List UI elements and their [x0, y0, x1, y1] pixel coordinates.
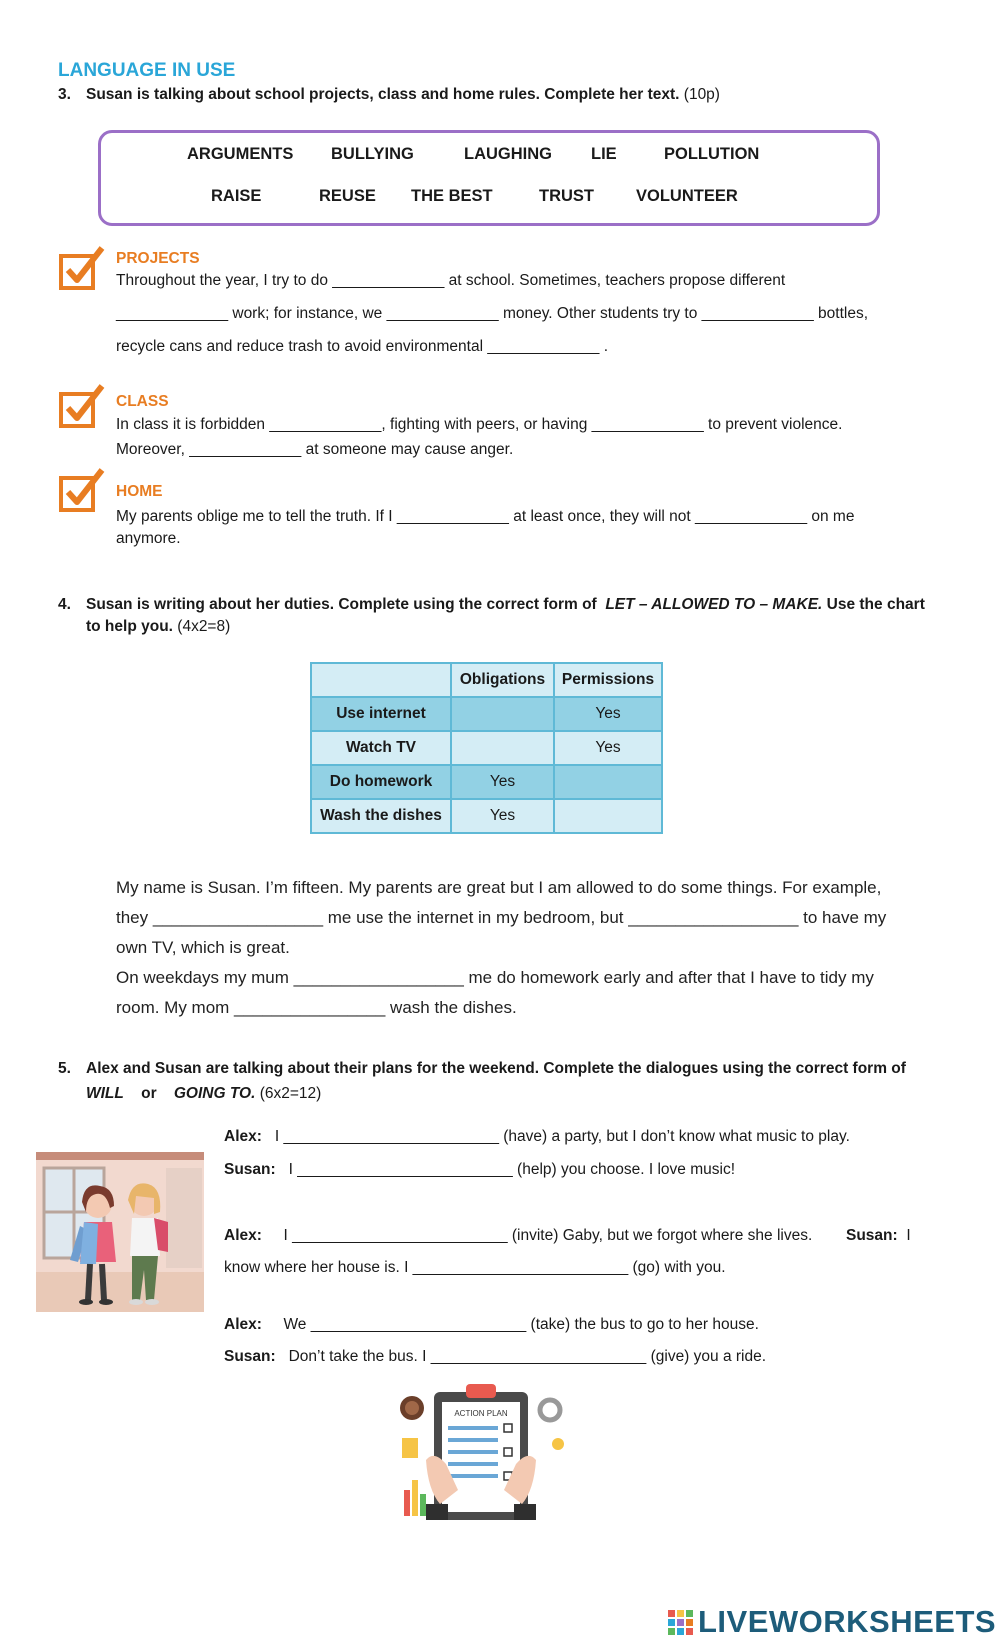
liveworksheets-footer[interactable]: LIVEWORKSHEETS — [698, 1604, 997, 1639]
dialogue-text: Don’t take the bus. I _________________________ (give) you a ride. — [288, 1348, 767, 1365]
table-row — [311, 765, 662, 799]
speaker-label: Alex: — [224, 1128, 262, 1145]
clipboard-label: ACTION PLAN — [454, 1409, 508, 1418]
word-volunteer: VOLUNTEER — [636, 187, 738, 205]
word-lie: LIE — [591, 145, 617, 163]
word-arguments: ARGUMENTS — [187, 145, 294, 163]
q5-instruction-cont — [86, 1083, 321, 1105]
word-laughing: LAUGHING — [464, 145, 552, 163]
projects-line-1: Throughout the year, I try to do _____________ at school. Sometimes, teachers propose different — [116, 272, 786, 289]
table-cell — [554, 765, 662, 799]
q3-instruction — [58, 84, 720, 106]
speaker-label: Susan: — [224, 1161, 276, 1178]
q5-points: (6x2=12) — [259, 1085, 322, 1102]
dialogue-text: I _________________________ (invite) Gaby, but we forgot where she lives. — [283, 1227, 813, 1244]
q4-instruction — [58, 594, 938, 616]
dialogue-text: I _________________________ (have) a party, but I don’t know what music to play. — [274, 1128, 850, 1145]
table-cell: Watch TV — [311, 731, 451, 765]
projects-heading: PROJECTS — [116, 250, 200, 267]
class-heading: CLASS — [116, 393, 169, 410]
dialogue-text: I — [906, 1227, 911, 1244]
table-cell: Yes — [451, 765, 554, 799]
dialogue-line — [224, 1227, 812, 1245]
q5-going-to: GOING TO. — [173, 1085, 256, 1102]
duties-table — [310, 662, 663, 834]
class-line-2: Moreover, _____________ at someone may cause anger. — [116, 441, 514, 458]
dialogue-text: We _________________________ (take) the bus to go to her house. — [283, 1316, 759, 1333]
table-cell: Yes — [554, 697, 662, 731]
q4-number: 4. — [58, 596, 71, 613]
dialogue-line — [224, 1128, 850, 1146]
q5-instruction-text: Alex and Susan are talking about their plans for the weekend. Complete the dialogues using the correct form of — [86, 1060, 906, 1077]
paragraph-line: they __________________ me use the internet in my bedroom, but __________________ to have my — [116, 908, 887, 927]
word-bank — [98, 130, 880, 226]
dialogue-line — [846, 1227, 911, 1245]
q4-instruction-c: to help you. — [86, 618, 173, 635]
section-title: LANGUAGE IN USE — [58, 60, 236, 81]
q5-or: or — [141, 1085, 157, 1102]
speaker-label: Alex: — [224, 1316, 262, 1333]
table-header-blank — [311, 663, 451, 697]
projects-line-3: recycle cans and reduce trash to avoid environmental _____________ . — [116, 338, 609, 355]
table-cell: Yes — [451, 799, 554, 833]
home-heading: HOME — [116, 483, 163, 500]
speaker-label: Alex: — [224, 1227, 262, 1244]
word-trust: TRUST — [539, 187, 594, 205]
speaker-label: Susan: — [224, 1348, 276, 1365]
checkbox-check-icon — [58, 382, 106, 430]
q3-instruction-text: Susan is talking about school projects, class and home rules. Complete her text. — [86, 86, 680, 103]
girls-talking-illustration — [36, 1152, 204, 1312]
q4-instruction-cont — [86, 616, 230, 638]
q5-instruction — [58, 1058, 906, 1080]
liveworksheets-logo-icon — [668, 1610, 694, 1636]
q3-points: (10p) — [683, 86, 720, 103]
q3-number: 3. — [58, 86, 71, 103]
table-row — [311, 731, 662, 765]
paragraph-line: own TV, which is great. — [116, 938, 290, 957]
q5-number: 5. — [58, 1060, 71, 1077]
speaker-label: Susan: — [846, 1227, 898, 1244]
table-cell: Wash the dishes — [311, 799, 451, 833]
home-line-1: My parents oblige me to tell the truth. If I _____________ at least once, they will not _____________ on me — [116, 508, 855, 525]
dialogue-line — [224, 1161, 735, 1179]
home-line-2: anymore. — [116, 530, 181, 547]
paragraph-line: My name is Susan. I’m fifteen. My parents are great but I am allowed to do some things. For example, — [116, 878, 882, 897]
table-row — [311, 697, 662, 731]
action-plan-clipboard-illustration — [398, 1380, 566, 1530]
table-cell: Yes — [554, 731, 662, 765]
q4-instruction-em: LET – ALLOWED TO – MAKE. — [605, 596, 823, 613]
dialogue-text: I _________________________ (help) you choose. I love music! — [288, 1161, 735, 1178]
table-cell — [451, 731, 554, 765]
word-bullying: BULLYING — [331, 145, 414, 163]
table-header-permissions: Permissions — [554, 663, 662, 697]
table-cell — [554, 799, 662, 833]
q4-instruction-a: Susan is writing about her duties. Complete using the correct form of — [86, 596, 597, 613]
word-raise: RAISE — [211, 187, 262, 205]
table-cell: Do homework — [311, 765, 451, 799]
q4-points: (4x2=8) — [177, 618, 231, 635]
q4-instruction-b: Use the chart — [826, 596, 925, 613]
paragraph-line: room. My mom ________________ wash the dishes. — [116, 998, 517, 1017]
word-reuse: REUSE — [319, 187, 376, 205]
word-the-best: THE BEST — [411, 187, 493, 205]
word-pollution: POLLUTION — [664, 145, 760, 163]
dialogue-line — [224, 1348, 766, 1366]
table-header-obligations: Obligations — [451, 663, 554, 697]
table-row — [311, 799, 662, 833]
paragraph-line: On weekdays my mum __________________ me do homework early and after that I have to tidy my — [116, 968, 874, 987]
table-cell — [451, 697, 554, 731]
checkbox-check-icon — [58, 244, 106, 292]
dialogue-text: know where her house is. I _________________________ (go) with you. — [224, 1259, 726, 1276]
checkbox-check-icon — [58, 466, 106, 514]
dialogue-line — [224, 1259, 726, 1277]
class-line-1: In class it is forbidden _____________, fighting with peers, or having _____________ to prevent violence. — [116, 416, 843, 433]
table-cell: Use internet — [311, 697, 451, 731]
q5-will: WILL — [86, 1085, 124, 1102]
dialogue-line — [224, 1316, 759, 1334]
projects-line-2: _____________ work; for instance, we _____________ money. Other students try to _____________ bottles, — [116, 305, 868, 322]
